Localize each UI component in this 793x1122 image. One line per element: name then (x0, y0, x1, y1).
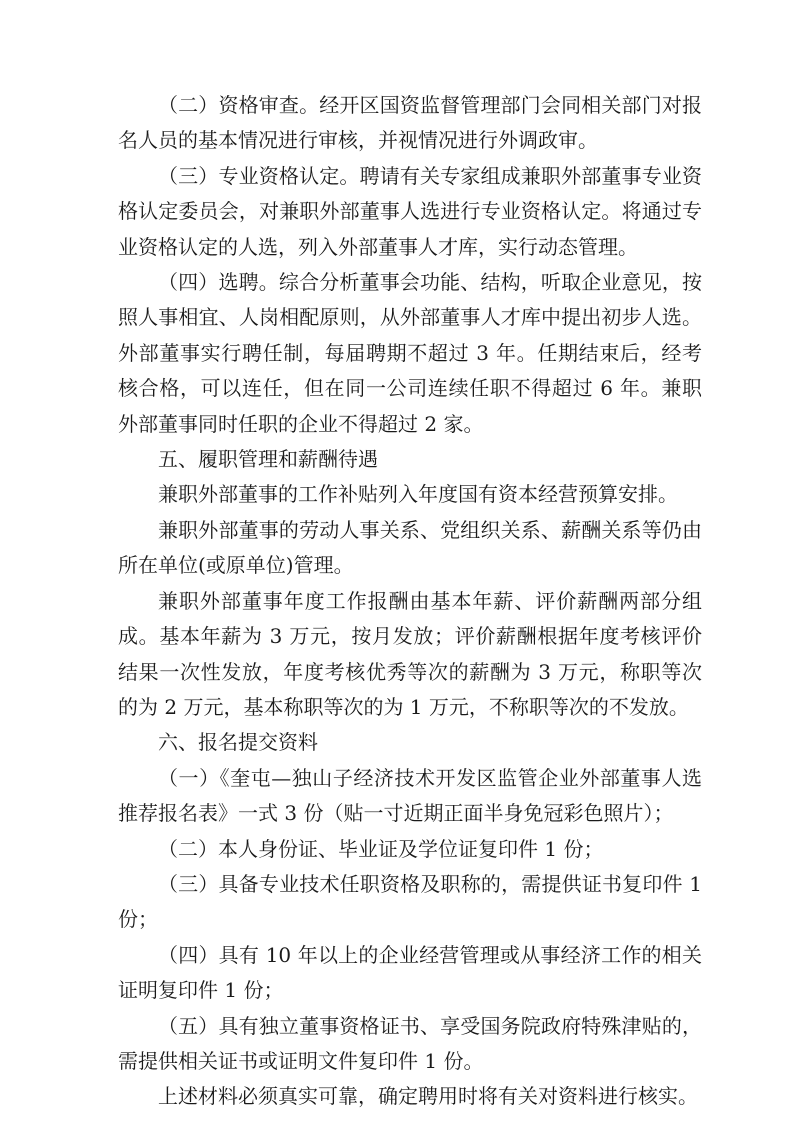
list-item-registration-form: （一）《奎屯—独山子经济技术开发区监管企业外部董事人选推荐报名表》一式 3 份（贴一寸近期正面半身免冠彩色照片）； (118, 765, 702, 826)
paragraph-personnel-relations: 兼职外部董事的劳动人事关系、党组织关系、薪酬关系等仍由所在单位(或原单位)管理。 (118, 517, 702, 578)
paragraph-professional-certification: （三）专业资格认定。聘请有关专家组成兼职外部董事专业资格认定委员会，对兼职外部董事人选进行专业资格认定。将通过专业资格认定的人选，列入外部董事人才库，实行动态管理。 (118, 163, 702, 259)
document-body (118, 88, 702, 1115)
paragraph-authenticity-statement: 上述材料必须真实可靠，确定聘用时将有关对资料进行核实。 (158, 1084, 698, 1109)
paragraph-annual-remuneration: 兼职外部董事年度工作报酬由基本年薪、评价薪酬两部分组成。基本年薪为 3 万元，按月发放；评价薪酬根据年度考核评价结果一次性发放，年度考核优秀等次的薪酬为 3 万元，称职等次的为 2 万元，基本称职等次的为 1 万元，不称职等次的不发放。 (118, 588, 702, 719)
list-item-id-documents: （二）本人身份证、毕业证及学位证复印件 1 份； (158, 836, 604, 861)
section-heading-application-materials: 六、报名提交资料 (158, 730, 318, 755)
list-item-independent-director-certificate: （五）具有独立董事资格证书、享受国务院政府特殊津贴的，需提供相关证书或证明文件复印件 1 份。 (118, 1013, 702, 1073)
paragraph-selection: （四）选聘。综合分析董事会功能、结构，听取企业意见，按照人事相宜、人岗相配原则，从外部董事人才库中提出初步人选。外部董事实行聘任制，每届聘期不超过 3 年。任期结束后，经考核合格，可以连任，但在同一公司连续任职不得超过 6 年。兼职外部董事同时任职的企业不得超过 2 家。 (118, 270, 702, 436)
paragraph-qualification-review: （二）资格审查。经开区国资监督管理部门会同相关部门对报名人员的基本情况进行审核，并视情况进行外调政审。 (118, 93, 702, 153)
list-item-professional-certificates: （三）具备专业技术任职资格及职称的，需提供证书复印件 1 份； (118, 871, 702, 932)
paragraph-work-subsidy: 兼职外部董事的工作补贴列入年度国有资本经营预算安排。 (158, 482, 678, 507)
section-heading-duty-and-compensation: 五、履职管理和薪酬待遇 (158, 447, 378, 472)
list-item-experience-proof: （四）具有 10 年以上的企业经营管理或从事经济工作的相关证明复印件 1 份； (118, 942, 702, 1003)
